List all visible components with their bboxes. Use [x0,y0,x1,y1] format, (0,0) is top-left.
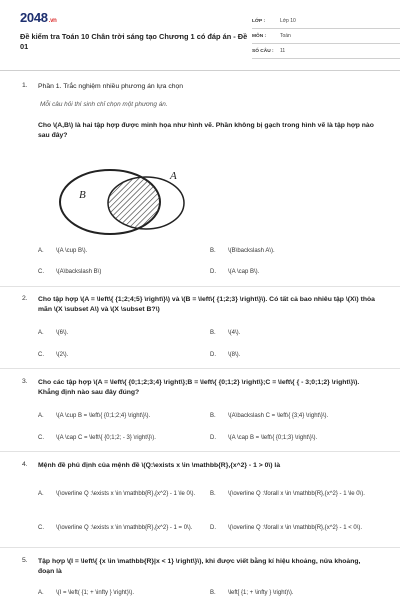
question-number: 4. [22,461,28,468]
meta-row-count [252,44,400,59]
document-meta [252,14,400,59]
question-text: Cho tập hợp \(A = \left\{ {1;2;4;5} \right\}\) và \(B = \left\{ {1;2;3} \right\}\). Có tất cả bao nhiêu tập \(X\) thỏa mãn \(X \subset A\) và \(X \subset B?\) [38,296,375,313]
question-text: Cho các tập hợp \(A = \left\{ {0;1;2;3;4} \right\};B = \left\{ {0;1;2} \right\};C = \left\{ { - 3;0;1;2} \right\}\). Khẳng định nào sau đây đúng? [38,379,360,396]
label-b: B [79,189,86,201]
question-text: Tập hợp \(I = \left\{ {x \in \mathbb{R}|x < 1} \right\}\), khi được viết bằng kí hiệu khoảng, nửa khoảng, đoạn là [38,558,361,575]
option-c[interactable] [38,434,208,443]
option-b[interactable] [210,412,380,421]
meta-key: SỐ CÂU : [252,48,274,54]
option-letter: C. [38,524,44,531]
meta-row-subject [252,29,400,44]
label-a: A [170,170,177,182]
document-header [20,10,380,68]
option-text: \(I = \left( {1; + \infty } \right)\). [56,590,135,596]
option-d[interactable] [210,434,380,443]
question-number: 5. [22,557,28,564]
question-divider [0,547,400,548]
option-b[interactable] [210,247,380,256]
option-b[interactable] [210,329,380,338]
question-text: Cho \(A,B\) là hai tập hợp được minh họa như hình vẽ. Phần không bị gạch trong hình vẽ là tập hợp nào sau đây? [38,122,374,139]
option-text: \(\overline Q :\forall x \in \mathbb{R},{x^2} - 1 < 0\). [228,524,363,531]
option-b[interactable] [210,589,380,598]
option-letter: B. [210,248,216,254]
question-divider [0,286,400,287]
option-d[interactable] [210,517,380,539]
option-a[interactable] [38,589,208,598]
option-text: \(A\backslash C = \left\{ {3;4} \right\}\). [228,413,329,419]
meta-value: Toán [280,33,291,39]
option-letter: B. [210,590,216,596]
option-text: \(B\backslash A\). [228,248,275,254]
logo-suffix: .vn [48,18,57,24]
option-c[interactable] [38,351,208,360]
option-letter: D. [210,435,216,441]
option-text: \(2\). [56,352,69,358]
option-text: \(\overline Q :\forall x \in \mathbb{R},{x^2} - 1 \le 0\). [228,490,365,497]
option-letter: A. [38,248,44,254]
option-letter: C. [38,269,44,275]
option-c[interactable] [38,517,208,539]
meta-row-class [252,14,400,29]
meta-key: LỚP : [252,18,266,24]
option-text: \(A \cap C = \left\{ {0;1;2; - 3} \right\}\). [56,435,156,441]
option-letter: D. [210,269,216,275]
option-text: \left[ {1; + \infty } \right)\). [228,590,294,596]
meta-value: 11 [280,48,286,54]
question-number: 1. [22,82,28,89]
meta-value: Lớp 10 [280,18,296,24]
question-text: Mệnh đề phủ định của mệnh đề \(Q:\exists x \in \mathbb{R},{x^2} - 1 > 0\) là [38,462,281,469]
logo-text: 2048 [20,10,48,25]
option-d[interactable] [210,268,380,277]
option-text: \(A \cap B\). [228,269,260,275]
option-letter: A. [38,590,44,596]
venn-diagram [50,165,190,237]
option-text: \(\overline Q :\exists x \in \mathbb{R},{x^2} - 1 = 0\). [56,524,193,531]
option-letter: A. [38,413,44,419]
option-letter: C. [38,352,44,358]
option-text: \(A \cup B\). [56,248,88,254]
option-letter: A. [38,490,44,497]
option-letter: B. [210,413,216,419]
question-number: 2. [22,295,28,302]
option-a[interactable] [38,329,208,338]
option-text: \(8\). [228,352,241,358]
option-letter: B. [210,330,216,336]
option-letter: D. [210,352,216,358]
option-text: \(A\backslash B\) [56,269,102,275]
option-a[interactable] [38,483,208,505]
header-divider [0,70,400,71]
option-letter: C. [38,435,44,441]
option-text: \(\overline Q :\exists x \in \mathbb{R},{x^2} - 1 \le 0\). [56,490,196,497]
option-d[interactable] [210,351,380,360]
option-a[interactable] [38,412,208,421]
instruction-note: Mỗi câu hỏi thí sinh chỉ chọn một phương án. [40,101,168,108]
question-number: 3. [22,378,28,385]
option-letter: A. [38,330,44,336]
option-text: \(6\). [56,330,69,336]
question-divider [0,451,400,452]
option-text: \(A \cup B = \left\{ {0;1;2;4} \right\}\). [56,413,151,419]
option-a[interactable] [38,247,208,256]
option-letter: B. [210,490,216,497]
option-b[interactable] [210,483,380,505]
site-logo[interactable] [20,10,57,25]
option-text: \(A \cap B = \left\{ {0;1;3} \right\}\). [228,435,318,441]
meta-key: MÔN : [252,33,267,39]
question-divider [0,368,400,369]
section-heading: Phần 1. Trắc nghiệm nhiều phương án lựa chọn [38,83,184,90]
option-letter: D. [210,524,216,531]
document-title: Đề kiểm tra Toán 10 Chân trời sáng tạo Chương 1 có đáp án - Đề 01 [20,32,248,51]
option-c[interactable] [38,268,208,277]
option-text: \(4\). [228,330,241,336]
